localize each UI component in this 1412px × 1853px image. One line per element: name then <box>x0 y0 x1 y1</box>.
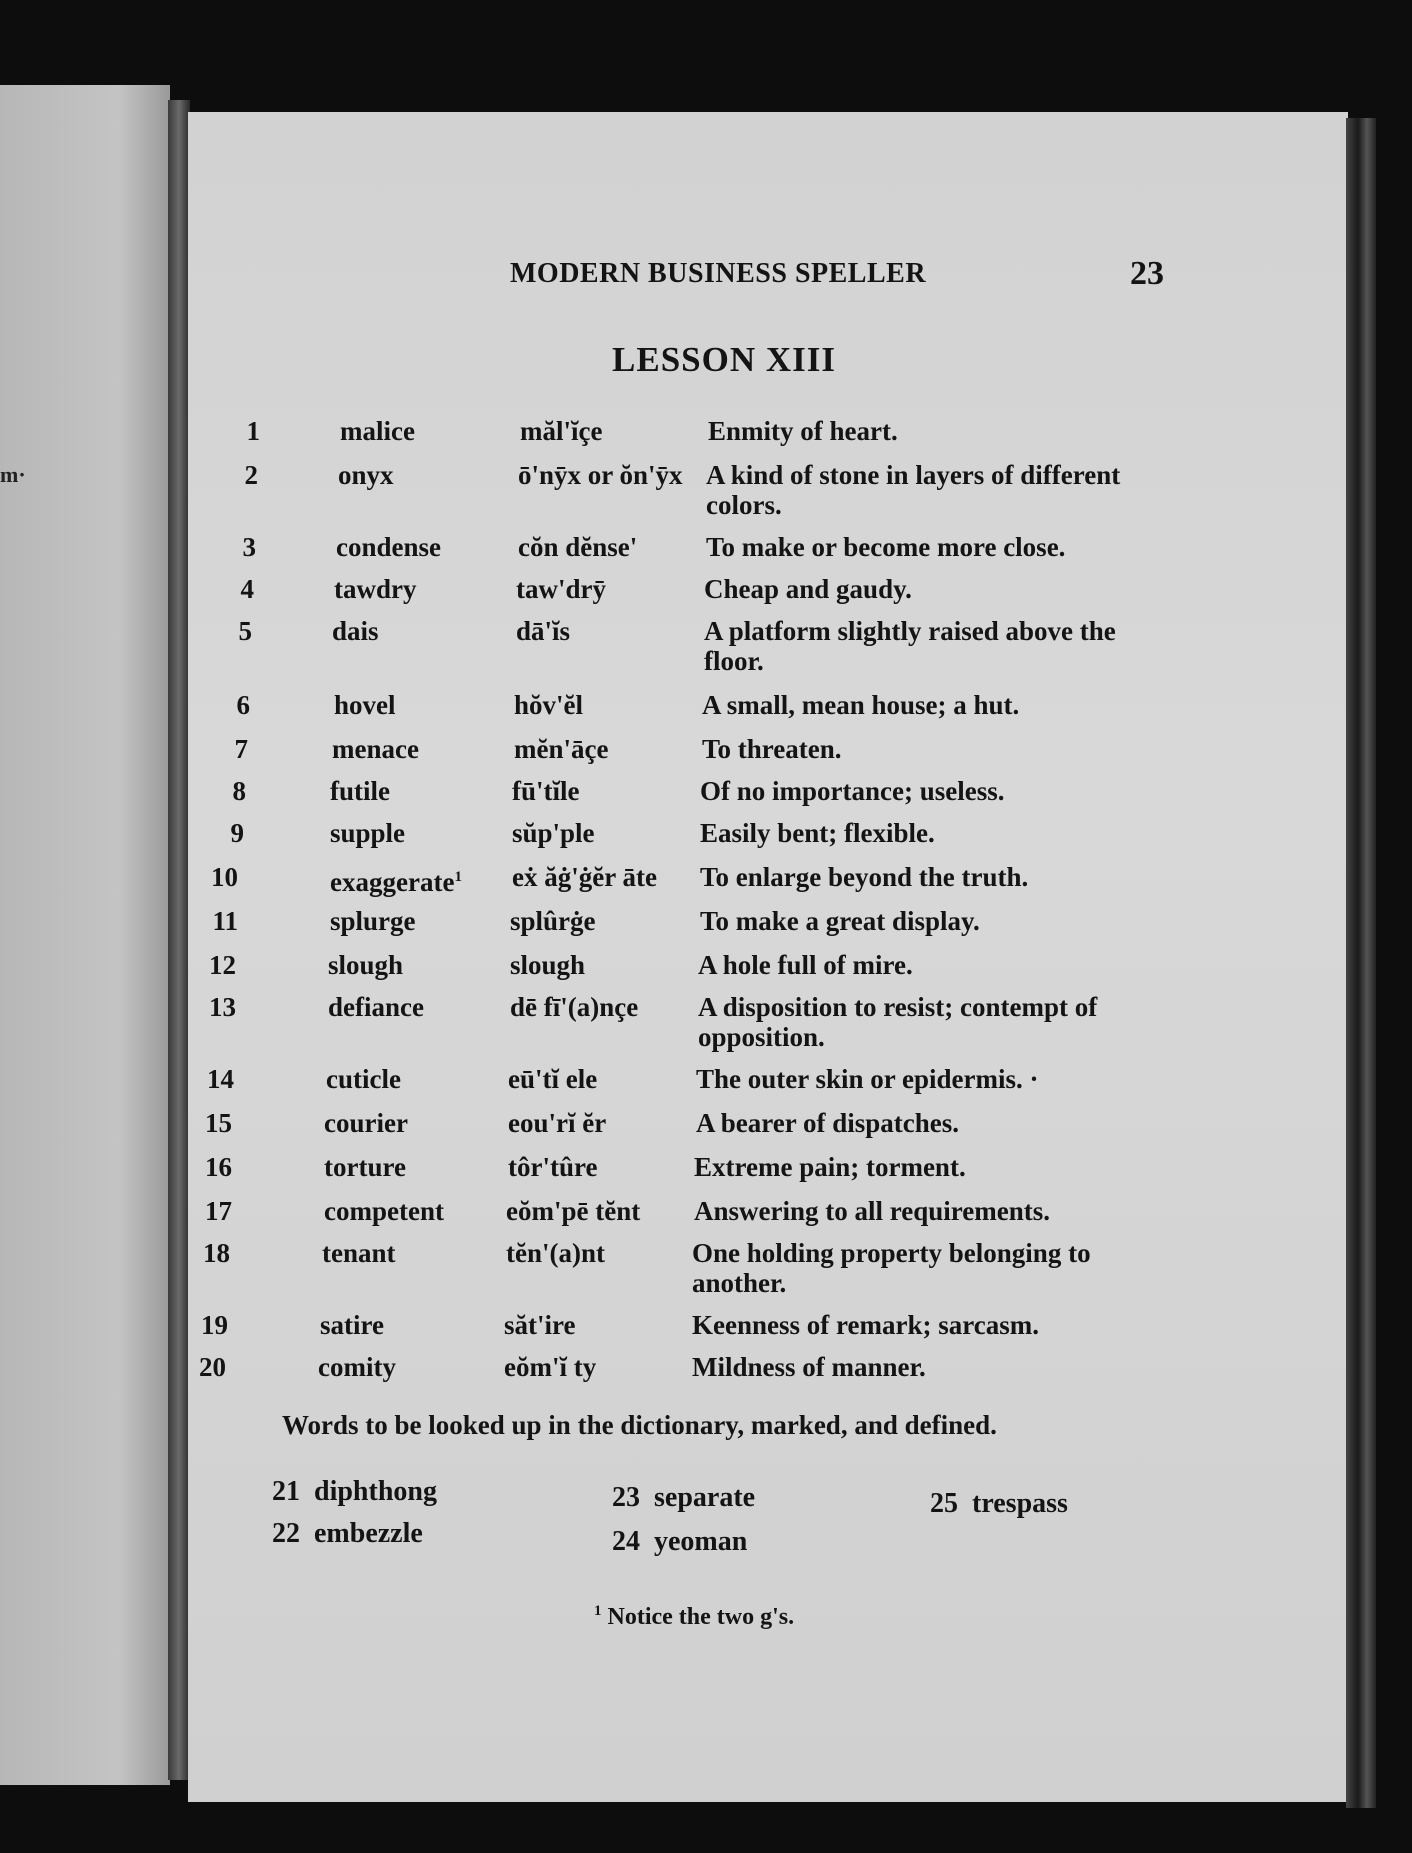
entry-definition: Answering to all requirements. <box>694 1196 1050 1226</box>
entry-definition: A kind of stone in layers of different colors. <box>706 460 1121 520</box>
entry-pronunciation: eŏm'ĭ ty <box>504 1352 597 1382</box>
entry-word-text: menace <box>332 734 419 764</box>
word-entry <box>0 1108 1412 1148</box>
word-entry <box>0 950 1412 990</box>
entry-word <box>324 1108 408 1138</box>
entry-word-text: slough <box>328 950 404 980</box>
entry-number: 1 <box>246 416 260 446</box>
entry-pronunciation: splûrġe <box>510 906 596 936</box>
entry-number: 7 <box>234 734 248 764</box>
entry-word <box>330 818 405 848</box>
entry-word <box>340 416 415 446</box>
entry-number: 4 <box>240 574 254 604</box>
entry-pronunciation: hŏv'ĕl <box>514 690 584 720</box>
entry-definition: Extreme pain; torment. <box>694 1152 966 1182</box>
entry-pronunciation: eẋ ăġ'ġĕr āte <box>512 862 657 892</box>
entry-number: 12 <box>209 950 236 980</box>
entry-word-text: tenant <box>322 1238 396 1268</box>
entry-word-text: exaggerate <box>330 867 455 897</box>
entry-word <box>332 616 379 646</box>
entry-word-text: dais <box>332 616 379 646</box>
entry-definition: One holding property belonging to another. <box>692 1238 1091 1298</box>
entry-word-text: defiance <box>328 992 424 1022</box>
word-entry <box>0 416 1412 456</box>
entry-pronunciation: tôr'tûre <box>508 1152 598 1182</box>
word-entry <box>0 1352 1412 1392</box>
entry-word-text: futile <box>330 776 390 806</box>
entry-pronunciation: dā'ĭs <box>516 616 571 646</box>
entry-pronunciation: ō'nȳx or ŏn'ȳx <box>518 460 683 490</box>
entry-number: 17 <box>205 1196 232 1226</box>
entry-word-text: tawdry <box>334 574 417 604</box>
entry-word-text: cuticle <box>326 1064 401 1094</box>
footnote <box>594 1603 794 1631</box>
running-title: MODERN BUSINESS SPELLER <box>510 258 927 289</box>
entry-number: 5 <box>238 616 252 646</box>
entry-definition: Easily bent; flexible. <box>700 818 935 848</box>
entry-definition: To make a great display. <box>700 906 980 936</box>
entry-word <box>328 950 403 980</box>
page-number: 23 <box>1130 255 1164 292</box>
entry-number: 9 <box>230 818 244 848</box>
entry-definition: Enmity of heart. <box>708 416 898 446</box>
entry-number: 8 <box>232 776 246 806</box>
entry-pronunciation: eou'rĭ ĕr <box>508 1108 607 1138</box>
lookup-word <box>612 1482 755 1514</box>
entry-word-text: courier <box>324 1108 408 1138</box>
entry-number: 6 <box>236 690 250 720</box>
word-entry <box>0 1152 1412 1192</box>
entry-word-text: malice <box>340 416 415 446</box>
word-entry <box>0 1064 1412 1104</box>
word-entry <box>0 734 1412 774</box>
entry-word <box>330 862 462 897</box>
entry-number: 10 <box>211 862 238 892</box>
entry-word <box>338 460 394 490</box>
word-entry <box>0 1196 1412 1236</box>
entry-pronunciation: sŭp'ple <box>512 818 595 848</box>
lookup-word <box>930 1488 1068 1520</box>
entry-definition: A small, mean house; a hut. <box>702 690 1020 720</box>
entry-number: 13 <box>209 992 236 1022</box>
word-entry <box>0 1310 1412 1350</box>
entry-word-text: competent <box>324 1196 444 1226</box>
entry-word-text: satire <box>320 1310 384 1340</box>
lookup-word-text: diphthong <box>314 1476 437 1507</box>
entry-number: 16 <box>205 1152 232 1182</box>
entry-word <box>332 734 419 764</box>
entry-definition: A disposition to resist; contempt of opposition. <box>698 992 1098 1052</box>
word-entry <box>0 862 1412 902</box>
instructions: Words to be looked up in the dictionary, marked, and defined. <box>282 1410 997 1440</box>
entry-definition: Keenness of remark; sarcasm. <box>692 1310 1039 1340</box>
entry-pronunciation: măl'ĭçe <box>520 416 603 446</box>
entry-word-text: hovel <box>334 690 396 720</box>
entry-definition: To enlarge beyond the truth. <box>700 862 1029 892</box>
entry-definition: A bearer of dispatches. <box>696 1108 959 1138</box>
word-entry <box>0 574 1412 614</box>
entry-pronunciation: fū'tĭle <box>512 776 580 806</box>
entry-pronunciation: mĕn'āçe <box>514 734 609 764</box>
lookup-word-text: separate <box>654 1482 756 1513</box>
entry-word <box>330 776 390 806</box>
entry-number: 11 <box>212 906 238 936</box>
word-entry <box>0 532 1412 572</box>
entry-definition: To make or become more close. <box>706 532 1066 562</box>
entry-number: 20 <box>199 1352 226 1382</box>
entry-word <box>334 574 417 604</box>
word-entry <box>0 616 1412 676</box>
word-entry <box>0 906 1412 946</box>
entry-definition: Mildness of manner. <box>692 1352 926 1382</box>
entry-number: 15 <box>205 1108 232 1138</box>
entry-number: 2 <box>244 460 258 490</box>
lookup-word-text: trespass <box>972 1488 1068 1519</box>
lookup-word-number: 21 <box>272 1476 300 1507</box>
entry-word <box>336 532 441 562</box>
entry-word <box>330 906 416 936</box>
entry-number: 19 <box>201 1310 228 1340</box>
footnote-reference: 1 <box>454 869 462 885</box>
entry-word <box>318 1352 396 1382</box>
word-entry <box>0 818 1412 858</box>
lookup-word-number: 24 <box>612 1526 640 1557</box>
entry-word <box>320 1310 384 1340</box>
lesson-title: LESSON XIII <box>612 340 837 379</box>
entry-word-text: torture <box>324 1152 406 1182</box>
footnote-text: Notice the two g's. <box>607 1604 795 1630</box>
entry-word <box>334 690 396 720</box>
entry-word-text: splurge <box>330 906 416 936</box>
word-entry <box>0 1238 1412 1298</box>
lookup-word <box>272 1476 437 1508</box>
entry-number: 3 <box>242 532 256 562</box>
word-entry <box>0 460 1412 520</box>
entry-word-text: condense <box>336 532 442 562</box>
entry-definition: A platform slightly raised above the floor. <box>704 616 1116 676</box>
entry-definition: Cheap and gaudy. <box>704 574 912 604</box>
lookup-word-number: 22 <box>272 1518 300 1549</box>
entry-word-text: onyx <box>338 460 394 490</box>
lookup-word <box>612 1526 747 1558</box>
entry-pronunciation: slough <box>510 950 586 980</box>
entry-pronunciation: eū'tĭ ele <box>508 1064 598 1094</box>
entry-word <box>326 1064 401 1094</box>
lookup-word-number: 23 <box>612 1482 640 1513</box>
entry-pronunciation: dē fī'(a)nçe <box>510 992 639 1022</box>
entry-pronunciation: eŏm'pē tĕnt <box>506 1196 641 1226</box>
entry-word <box>324 1152 406 1182</box>
entry-word-text: comity <box>318 1352 396 1382</box>
left-page-fragment: m· <box>0 462 26 487</box>
entry-definition: Of no importance; useless. <box>700 776 1005 806</box>
entry-pronunciation: tĕn'(a)nt <box>506 1238 605 1268</box>
entry-word-text: supple <box>330 818 406 848</box>
entry-definition: To threaten. <box>702 734 842 764</box>
entry-word <box>324 1196 444 1226</box>
entry-number: 14 <box>207 1064 234 1094</box>
entry-pronunciation: cŏn dĕnse' <box>518 532 638 562</box>
entry-pronunciation: săt'ire <box>504 1310 576 1340</box>
word-entry <box>0 776 1412 816</box>
lookup-word-text: embezzle <box>314 1518 423 1549</box>
entry-word <box>322 1238 396 1268</box>
lookup-word <box>272 1518 423 1550</box>
word-entry <box>0 690 1412 730</box>
entry-pronunciation: taw'drȳ <box>516 574 606 604</box>
entry-definition: A hole full of mire. <box>698 950 913 980</box>
entry-definition: The outer skin or epidermis. · <box>696 1064 1039 1094</box>
entry-number: 18 <box>203 1238 230 1268</box>
lookup-word-number: 25 <box>930 1488 958 1519</box>
footnote-marker: 1 <box>594 1603 602 1619</box>
word-entry <box>0 992 1412 1052</box>
lookup-word-text: yeoman <box>654 1526 748 1557</box>
entry-word <box>328 992 424 1022</box>
